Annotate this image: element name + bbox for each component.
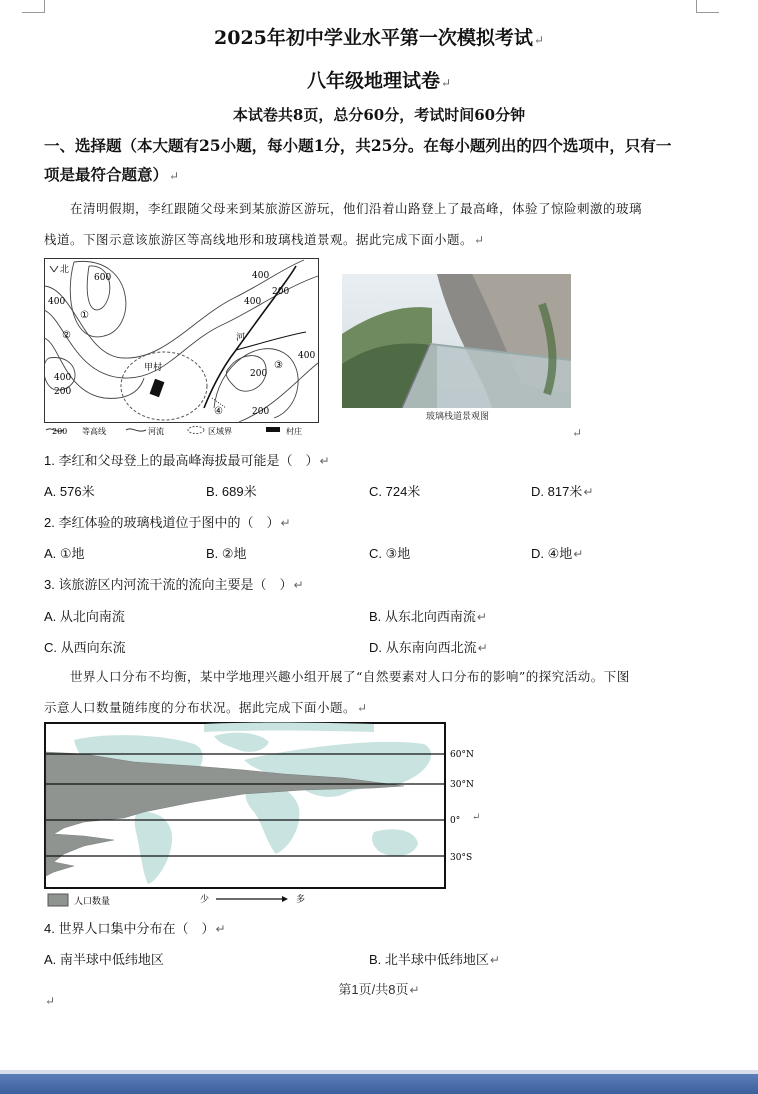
q1-option-c[interactable]: C. 724米 xyxy=(369,484,421,499)
q2-option-c[interactable]: C. ③地 xyxy=(369,546,411,561)
photo-caption: 玻璃栈道景观图 xyxy=(426,411,490,421)
question-2-stem: 2. 李红体验的玻璃栈道位于图中的（ ）↵ xyxy=(44,515,291,530)
q3-option-b[interactable]: B. 从东北向西南流↵ xyxy=(369,609,487,624)
exam-subtitle: 八年级地理试卷↵ xyxy=(306,70,452,92)
question-4-stem: 4. 世界人口集中分布在（ ）↵ xyxy=(44,921,226,936)
paragraph-mark: ↵ xyxy=(45,994,56,1008)
contour-label: 400 xyxy=(48,297,66,307)
question-3-stem: 3. 该旅游区内河流干流的流向主要是（ ）↵ xyxy=(44,577,304,592)
section-heading: 一、选择题（本大题有25小题，每小题1分，共25分。在每小题列出的四个选项中，只有一 项是最符合题意）↵ xyxy=(44,136,672,184)
map-legend xyxy=(46,426,302,436)
legend-high-label: 多 xyxy=(296,895,306,905)
q3-option-a[interactable]: A. 从北向南流 xyxy=(44,609,125,624)
q2-option-d[interactable]: D. ④地↵ xyxy=(531,546,584,561)
legend-low-label: 少 xyxy=(200,895,210,905)
contour-label: 600 xyxy=(94,273,112,283)
question-1-stem: 1. 李红和父母登上的最高峰海拔最可能是（ ）↵ xyxy=(44,453,330,468)
legend-swatch xyxy=(48,894,68,906)
latitude-label-30n: 30°N xyxy=(450,780,474,790)
passage-1: 在清明假期，李红跟随父母来到某旅游区游玩，他们沿着山路登上了最高峰，体验了惊险刺激的玻璃 栈道。下图示意该旅游区等高线地形和玻璃栈道景观。据此完成下面小题。↵ xyxy=(44,201,643,247)
population-latitude-map xyxy=(44,722,484,912)
q3-option-d[interactable]: D. 从东南向西北流↵ xyxy=(369,640,488,655)
place-marker-2: ② xyxy=(62,330,71,341)
contour-label: 200 xyxy=(272,287,290,297)
q2-option-b[interactable]: B. ②地 xyxy=(206,546,247,561)
latitude-label-equator: 0° xyxy=(450,816,461,826)
glass-walkway-photo xyxy=(342,274,571,408)
contour-label: 400 xyxy=(298,351,316,361)
legend-village-label: 村庄 xyxy=(286,427,302,436)
river-label: 河 xyxy=(236,333,246,343)
page-bottom-bar xyxy=(0,1074,758,1094)
contour-label: 400 xyxy=(252,271,270,281)
north-label: 北 xyxy=(60,265,70,275)
exam-info: 本试卷共8页，总分60分，考试时间60分钟 xyxy=(232,106,526,124)
q1-option-b[interactable]: B. 689米 xyxy=(206,484,257,499)
paragraph-mark: ↵ xyxy=(472,812,481,823)
q4-option-a[interactable]: A. 南半球中低纬地区 xyxy=(44,952,164,967)
place-marker-3: ③ xyxy=(274,360,283,371)
paragraph-mark: ↵ xyxy=(572,426,583,440)
legend-population-label: 人口数量 xyxy=(74,897,111,907)
latitude-label-30s: 30°S xyxy=(450,853,473,863)
page-corner-mark xyxy=(22,0,45,13)
contour-label: 400 xyxy=(244,297,262,307)
q1-option-d[interactable]: D. 817米↵ xyxy=(531,484,594,499)
contour-label: 200 xyxy=(250,369,268,379)
q1-option-a[interactable]: A. 576米 xyxy=(44,484,95,499)
place-marker-4: ④ xyxy=(214,406,223,417)
legend-river-label: 河流 xyxy=(148,427,164,436)
legend-contour-value: 200 xyxy=(52,427,68,436)
place-marker-1: ① xyxy=(80,310,89,321)
passage-2: 世界人口分布不均衡，某中学地理兴趣小组开展了“自然要素对人口分布的影响”的探究活动。下图 示意人口数量随纬度的分布状况。据此完成下面小题。↵ xyxy=(44,669,630,715)
q3-option-c[interactable]: C. 从西向东流 xyxy=(44,640,126,655)
legend-contour-label: 等高线 xyxy=(82,427,106,436)
village-label: 甲村 xyxy=(144,363,163,373)
contour-label: 400 xyxy=(54,373,72,383)
page-corner-mark xyxy=(696,0,719,13)
legend-region-label: 区域界 xyxy=(208,427,232,436)
contour-map xyxy=(44,258,320,438)
page-number: 第1页/共8页↵ xyxy=(338,982,420,997)
contour-label: 200 xyxy=(252,407,270,417)
q2-option-a[interactable]: A. ①地 xyxy=(44,546,85,561)
q4-option-b[interactable]: B. 北半球中低纬地区↵ xyxy=(369,952,500,967)
exam-title: 2025年初中学业水平第一次模拟考试↵ xyxy=(214,27,544,49)
latitude-label-60n: 60°N xyxy=(450,750,474,760)
contour-label: 200 xyxy=(54,387,72,397)
